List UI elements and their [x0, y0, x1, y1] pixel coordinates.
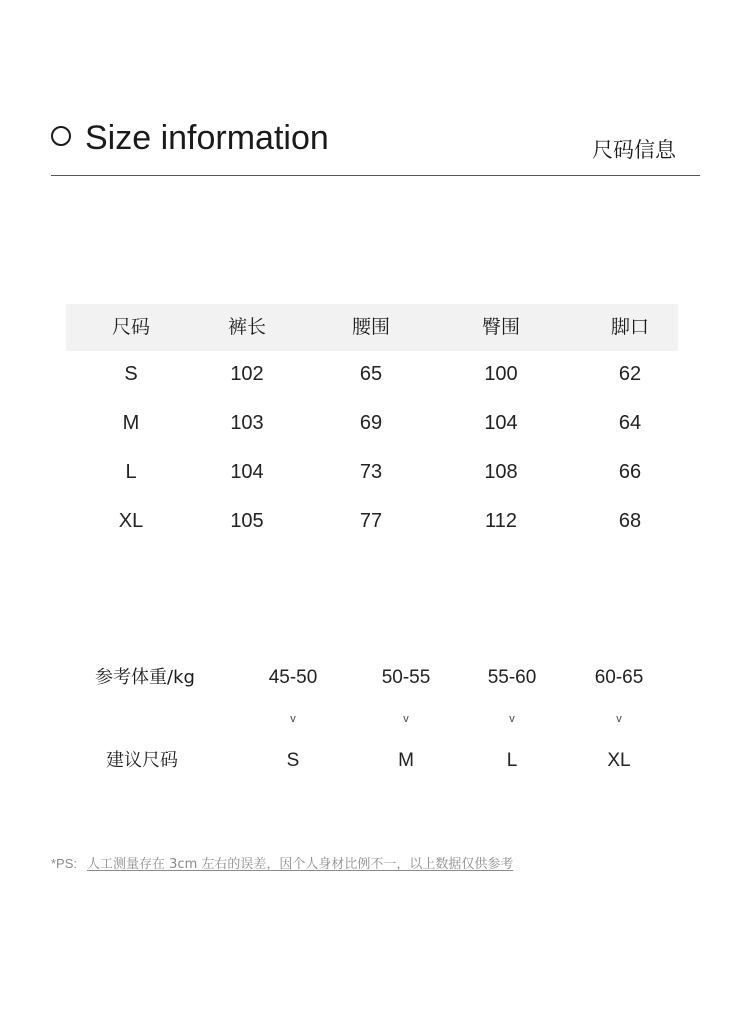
arrow-down-icon: v: [403, 713, 409, 725]
table-cell: M: [122, 412, 140, 434]
suggested-size-label: 建议尺码: [106, 750, 178, 771]
table-cell: 104: [484, 412, 518, 434]
table-cell: XL: [118, 510, 144, 532]
table-cell: S: [124, 363, 138, 385]
suggested-size: XL: [607, 750, 631, 771]
table-cell: 103: [230, 412, 264, 434]
weight-range: 50-55: [381, 667, 431, 688]
arrow-down-icon: v: [290, 713, 296, 725]
arrow-down-icon: v: [509, 713, 515, 725]
table-cell: 66: [618, 461, 642, 483]
weight-size-guide: [0, 662, 750, 782]
title-english: Size information: [85, 119, 329, 157]
note-prefix: *PS:: [51, 856, 78, 871]
table-cell: 100: [484, 363, 518, 385]
column-header-length: 裤长: [227, 316, 267, 338]
column-header-hem: 脚口: [610, 316, 650, 338]
weight-label: 参考体重/kg: [95, 667, 195, 688]
table-cell: 112: [485, 510, 517, 532]
arrow-down-icon: v: [616, 713, 622, 725]
table-cell: 64: [618, 412, 642, 434]
section-header: [51, 118, 700, 176]
column-header-size: 尺码: [111, 316, 151, 338]
table-cell: 108: [484, 461, 518, 483]
size-table: [66, 304, 678, 558]
weight-range: 60-65: [594, 667, 644, 688]
column-header-waist: 腰围: [351, 316, 391, 338]
table-cell: 65: [359, 363, 383, 385]
circle-outline-icon: [51, 126, 71, 146]
measurement-note: [51, 855, 513, 874]
note-text: 人工测量存在 3cm 左右的误差，因个人身材比例不一，以上数据仅供参考: [87, 857, 514, 872]
title-chinese: 尺码信息: [592, 138, 676, 162]
weight-range: 55-60: [487, 667, 537, 688]
table-cell: 68: [618, 510, 642, 532]
table-cell: 77: [359, 510, 383, 532]
table-cell: 102: [230, 363, 264, 385]
suggested-size: M: [398, 750, 414, 771]
header-divider: [51, 175, 700, 176]
suggested-size: S: [286, 750, 300, 771]
table-cell: L: [125, 461, 137, 483]
table-cell: 105: [230, 510, 264, 532]
table-cell: 69: [359, 412, 383, 434]
table-row: [66, 362, 678, 411]
weight-range: 45-50: [268, 667, 318, 688]
table-header-row: [66, 304, 678, 351]
suggested-size: L: [506, 750, 518, 771]
table-row: [66, 460, 678, 509]
table-cell: 73: [359, 461, 383, 483]
table-cell: 62: [618, 363, 642, 385]
table-row: [66, 509, 678, 558]
table-row: [66, 411, 678, 460]
table-cell: 104: [230, 461, 264, 483]
table-body: [66, 362, 678, 558]
column-header-hip: 臀围: [481, 316, 521, 338]
